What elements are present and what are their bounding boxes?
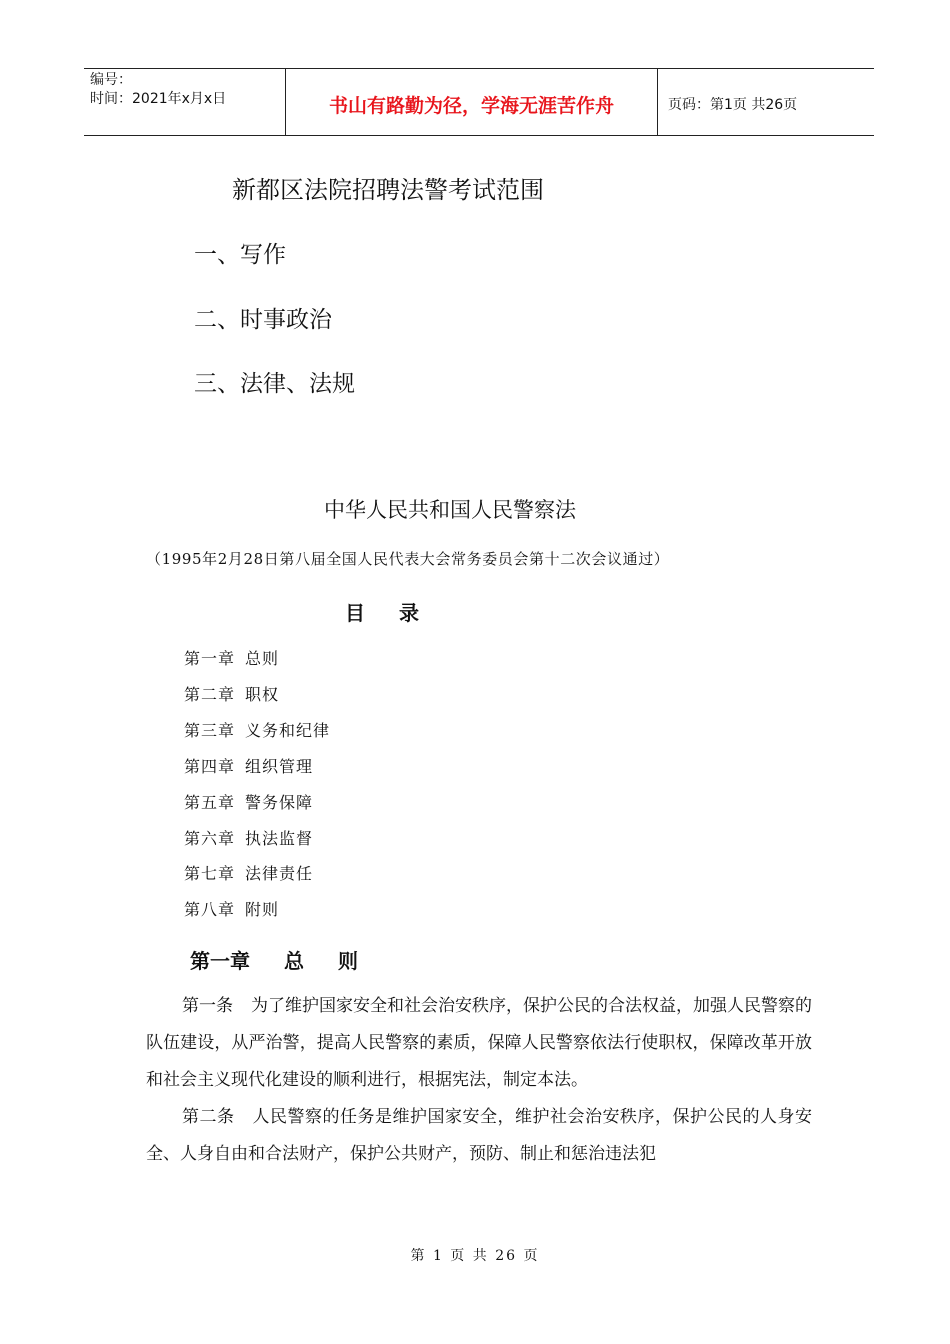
toc-name: 附则 xyxy=(245,900,280,919)
toc-item xyxy=(184,718,330,741)
toc-name: 总则 xyxy=(245,649,280,668)
toc-name: 职权 xyxy=(245,685,280,704)
section-writing: 一、写作 xyxy=(194,242,286,268)
chapter-body xyxy=(146,988,812,1173)
toc-name: 组织管理 xyxy=(245,757,314,776)
article-text: 人民警察的任务是维护国家安全，维护社会治安秩序，保护公民的人身安全、人身自由和合法财产，保护公共财产，预防、制止和惩治违法犯 xyxy=(146,1107,812,1164)
toc-item xyxy=(184,897,279,920)
time-label: 时间：2021年x月x日 xyxy=(90,91,227,107)
law-subtitle: （1995年2月28日第八届全国人民代表大会常务委员会第十二次会议通过） xyxy=(146,550,670,568)
toc-chapter: 第三章 xyxy=(184,721,236,740)
toc-heading: 目录 xyxy=(345,601,453,625)
toc-chapter: 第七章 xyxy=(184,864,236,883)
chapter-heading xyxy=(190,945,358,974)
toc-name: 执法监督 xyxy=(245,829,314,848)
toc-item xyxy=(184,646,279,669)
toc-chapter: 第二章 xyxy=(184,685,236,704)
toc-name: 警务保障 xyxy=(245,793,314,812)
toc-name: 义务和纪律 xyxy=(245,721,331,740)
article-1 xyxy=(146,988,812,1099)
toc-item xyxy=(184,790,313,813)
header-table xyxy=(84,68,874,136)
toc-chapter: 第六章 xyxy=(184,829,236,848)
toc-chapter: 第一章 xyxy=(184,649,236,668)
toc-item xyxy=(184,682,279,705)
toc-item xyxy=(184,861,313,884)
chapter-title-a: 总 xyxy=(284,949,304,973)
toc-item xyxy=(184,754,313,777)
chapter-number: 第一章 xyxy=(190,949,250,973)
toc-chapter: 第五章 xyxy=(184,793,236,812)
document-title: 新都区法院招聘法警考试范围 xyxy=(232,176,544,204)
toc-name: 法律责任 xyxy=(245,864,314,883)
article-text: 为了维护国家安全和社会治安秩序，保护公民的合法权益，加强人民警察的队伍建设，从严治警，提高人民警察的素质，保障人民警察依法行使职权，保障改革开放和社会主义现代化建设的顺利进行，根据宪法，制定本法。 xyxy=(146,996,812,1090)
section-current-affairs: 二、时事政治 xyxy=(194,307,332,333)
toc-item xyxy=(184,826,313,849)
toc-chapter: 第四章 xyxy=(184,757,236,776)
header-motto: 书山有路勤为径，学海无涯苦作舟 xyxy=(286,69,658,135)
number-label: 编号： xyxy=(90,72,132,88)
header-page-info: 页码：第1页 共26页 xyxy=(668,97,798,113)
page-footer: 第 1 页 共 26 页 xyxy=(410,1248,540,1264)
article-2 xyxy=(146,1099,812,1173)
law-title: 中华人民共和国人民警察法 xyxy=(324,498,576,522)
chapter-title-b: 则 xyxy=(338,949,358,973)
article-number: 第二条 xyxy=(182,1107,235,1127)
article-number: 第一条 xyxy=(182,996,233,1016)
toc-chapter: 第八章 xyxy=(184,900,236,919)
section-laws: 三、法律、法规 xyxy=(194,371,355,397)
header-meta-cell xyxy=(84,69,286,135)
